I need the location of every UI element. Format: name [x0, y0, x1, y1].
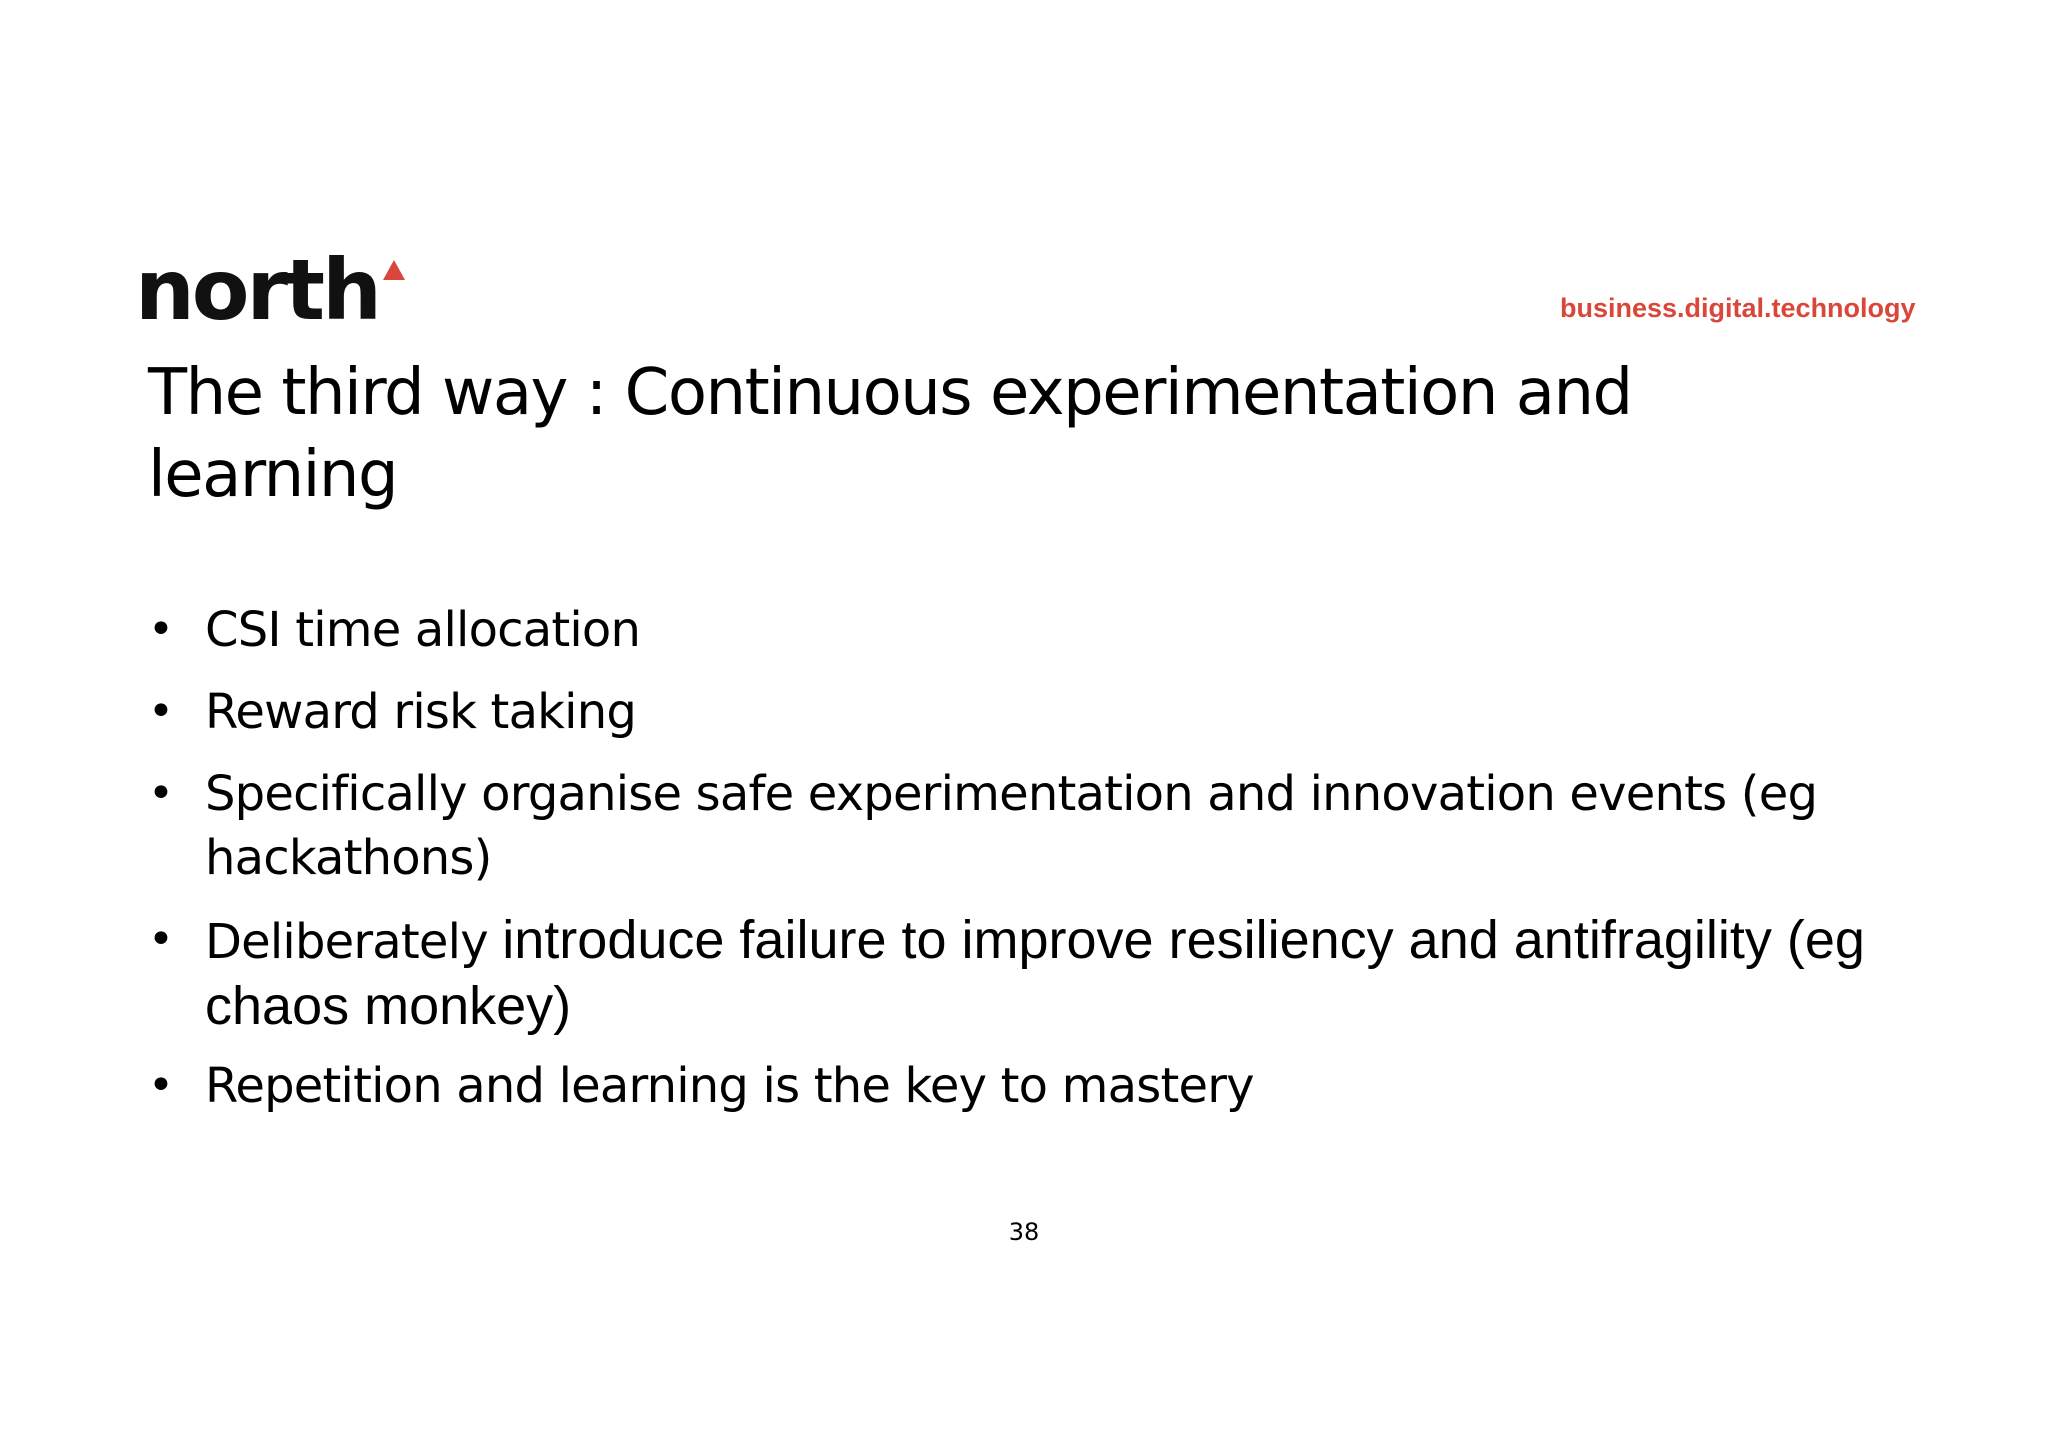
logo-wordmark: north	[135, 241, 379, 339]
tagline: business.digital.technology	[1560, 293, 1916, 323]
list-item	[148, 762, 1868, 890]
north-logo	[135, 241, 405, 339]
slide-title: The third way : Continuous experimentation and learning	[148, 356, 1632, 512]
list-item	[148, 598, 1868, 662]
bullet-icon: •	[148, 914, 174, 965]
bullet-icon: •	[148, 686, 174, 737]
page-number: 38	[1008, 1218, 1040, 1246]
triangle-icon	[383, 260, 405, 280]
list-item	[148, 1054, 1868, 1118]
bullet-icon: •	[148, 604, 174, 655]
list-item	[148, 908, 1868, 1040]
list-item-text-end: introduce failure to improve resiliency and antifragility (eg chaos monkey)	[205, 910, 1865, 1036]
list-item-text-start: Deliberately	[205, 914, 503, 970]
list-item	[148, 680, 1868, 744]
bullet-icon: •	[148, 1060, 174, 1111]
list-item-text: Repetition and learning is the key to mastery	[205, 1058, 1254, 1114]
bullet-list	[148, 598, 1868, 1118]
bullet-icon: •	[148, 768, 174, 819]
list-item-text: Reward risk taking	[205, 684, 637, 740]
list-item-text: Specifically organise safe experimentation and innovation events (eg hackathons)	[205, 766, 1818, 886]
list-item-text: CSI time allocation	[205, 602, 641, 658]
